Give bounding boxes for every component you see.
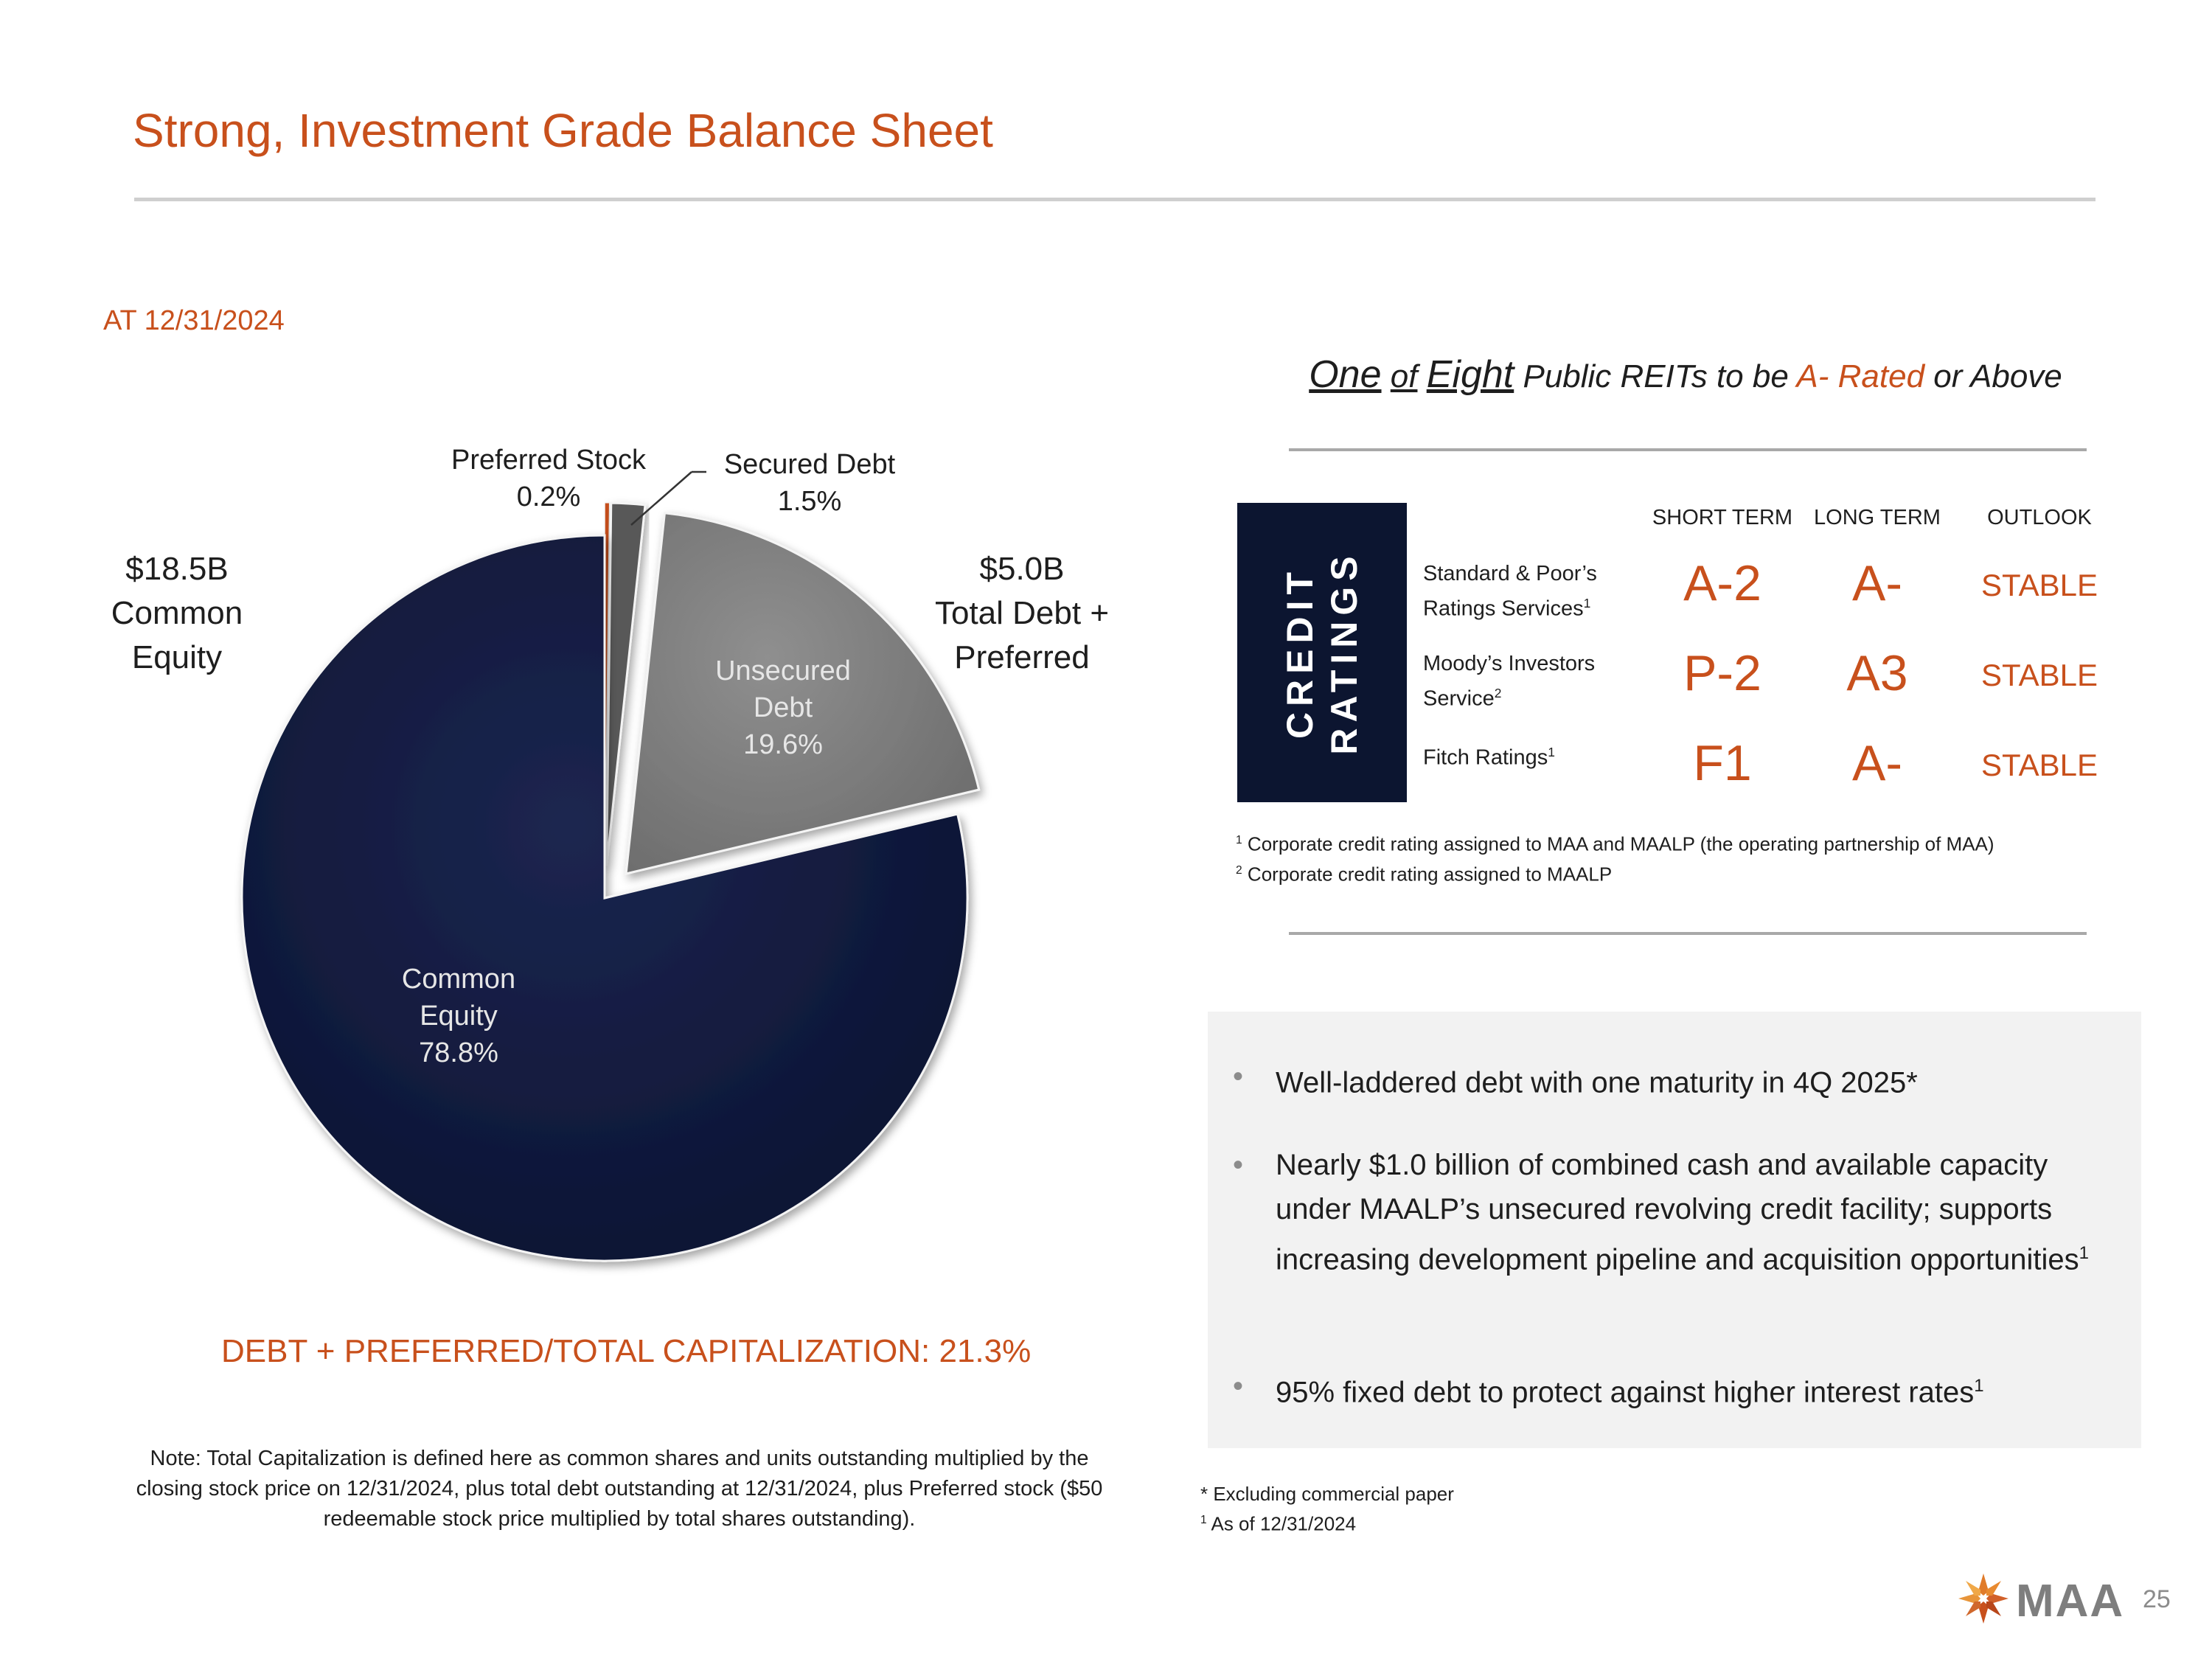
logo-text: MAA bbox=[2016, 1576, 2125, 1627]
agency-sp-footnote: 1 bbox=[1583, 596, 1591, 611]
debt-label-line2: Total Debt + bbox=[934, 595, 1110, 631]
slice-label-common-equity: Common Equity 78.8% bbox=[401, 964, 516, 1068]
agency-sp-line1: Standard & Poor’s bbox=[1423, 562, 1597, 585]
bullet-item: • Well-laddered debt with one maturity in 4Q 2025* bbox=[1276, 1054, 2116, 1105]
sp-long-term-rating: A- bbox=[1852, 555, 1902, 611]
tagline-of: of bbox=[1390, 358, 1418, 394]
agency-moodys-footnote: 2 bbox=[1494, 686, 1502, 700]
slice-label-secured-debt: Secured Debt 1.5% bbox=[723, 449, 896, 517]
tagline-middle: Public REITs to be bbox=[1523, 358, 1789, 394]
debt-group-label bbox=[904, 547, 1140, 680]
page-number: 25 bbox=[2143, 1585, 2171, 1613]
agency-fitch bbox=[1423, 737, 1644, 773]
title-divider bbox=[134, 198, 2096, 201]
column-header-long-term: LONG TERM bbox=[1814, 506, 1941, 529]
as-of-date: AT 12/31/2024 bbox=[103, 305, 285, 336]
agency-fitch-footnote: 1 bbox=[1548, 745, 1555, 759]
tagline-end: or Above bbox=[1933, 358, 2062, 394]
highlights-box bbox=[1208, 1012, 2141, 1448]
sp-outlook: STABLE bbox=[1981, 568, 2098, 602]
ratings-footnote-1: $^1$ Corporate credit rating assigned to MAA and MAALP (the operating partnership of MAA) bbox=[1236, 832, 1994, 855]
ratings-footnotes bbox=[1236, 827, 1994, 887]
moodys-outlook: STABLE bbox=[1981, 658, 2098, 692]
credit-ratings-line2: RATINGS bbox=[1324, 550, 1365, 755]
sp-short-term-rating: A-2 bbox=[1683, 555, 1761, 611]
moodys-short-term-rating: P-2 bbox=[1683, 645, 1761, 701]
maa-logo bbox=[1955, 1571, 2125, 1630]
agency-fitch-line1: Fitch Ratings bbox=[1423, 745, 1548, 770]
capitalization-note: Note: Total Capitalization is defined here as common shares and units outstanding multiplied by the closing stock price on 12/31/2024, plus total debt outstanding at 12/31/2024, plus Preferred stock ($50 redeemable stock price multiplied by total shares outstanding). bbox=[136, 1447, 1103, 1531]
ratings-bottom-divider bbox=[1289, 932, 2087, 935]
credit-ratings-box-label bbox=[1278, 550, 1366, 754]
ratings-tagline bbox=[1295, 352, 2076, 397]
ratings-top-divider bbox=[1289, 448, 2087, 451]
slice-label-unsecured-debt: Unsecured Debt 19.6% bbox=[715, 655, 851, 760]
slice-label-preferred-stock: Preferred Stock 0.2% bbox=[451, 445, 646, 512]
credit-ratings-box bbox=[1237, 503, 1407, 802]
agency-moodys bbox=[1423, 649, 1644, 714]
column-header-short-term: SHORT TERM bbox=[1652, 506, 1793, 529]
bullet-item: • 95% fixed debt to protect against higher interest rates$^1$ bbox=[1276, 1364, 2116, 1414]
fitch-outlook: STABLE bbox=[1981, 748, 2098, 782]
agency-sp bbox=[1423, 559, 1644, 624]
debt-amount: $5.0B bbox=[979, 551, 1065, 587]
debt-preferred-ratio: DEBT + PREFERRED/TOTAL CAPITALIZATION: 21.3% bbox=[221, 1333, 1032, 1369]
bullet-item: • Nearly $1.0 billion of combined cash and available capacity under MAALP’s unsecured revolving credit facility; supports increasing development pipeline and acquisition opportunities$^1$ bbox=[1276, 1143, 2116, 1281]
moodys-long-term-rating: A3 bbox=[1846, 645, 1908, 701]
maa-starburst-icon bbox=[1955, 1571, 2011, 1627]
credit-ratings-line1: CREDIT bbox=[1279, 566, 1321, 740]
agency-moodys-line1: Moody’s Investors bbox=[1423, 652, 1596, 675]
ratings-footnote-2: $^2$ Corporate credit rating assigned to MAALP bbox=[1236, 863, 1613, 886]
page-title: Strong, Investment Grade Balance Sheet bbox=[133, 104, 993, 157]
column-header-outlook: OUTLOOK bbox=[1987, 506, 2092, 529]
bullet-dot-icon: • bbox=[1233, 1149, 1244, 1181]
bottom-footnotes bbox=[1200, 1481, 1454, 1537]
fitch-long-term-rating: A- bbox=[1852, 735, 1902, 791]
tagline-rated: A- Rated bbox=[1796, 358, 1925, 394]
equity-group-label bbox=[81, 547, 273, 680]
fitch-short-term-rating: F1 bbox=[1693, 735, 1752, 791]
bullet-dot-icon: • bbox=[1233, 1370, 1244, 1402]
bullet-dot-icon: • bbox=[1233, 1060, 1244, 1093]
bottom-footnote-2: $^1$ As of 12/31/2024 bbox=[1200, 1512, 1357, 1535]
agency-moodys-line2: Service bbox=[1423, 686, 1495, 711]
agency-sp-line2: Ratings Services bbox=[1423, 597, 1584, 621]
equity-label-line2: Common bbox=[111, 595, 243, 631]
tagline-eight: Eight bbox=[1426, 353, 1514, 396]
bottom-footnote-1: * Excluding commercial paper bbox=[1200, 1483, 1454, 1505]
equity-label-line3: Equity bbox=[131, 639, 223, 675]
equity-amount: $18.5B bbox=[125, 551, 229, 587]
tagline-one: One bbox=[1309, 353, 1382, 396]
debt-label-line3: Preferred bbox=[954, 639, 1090, 675]
